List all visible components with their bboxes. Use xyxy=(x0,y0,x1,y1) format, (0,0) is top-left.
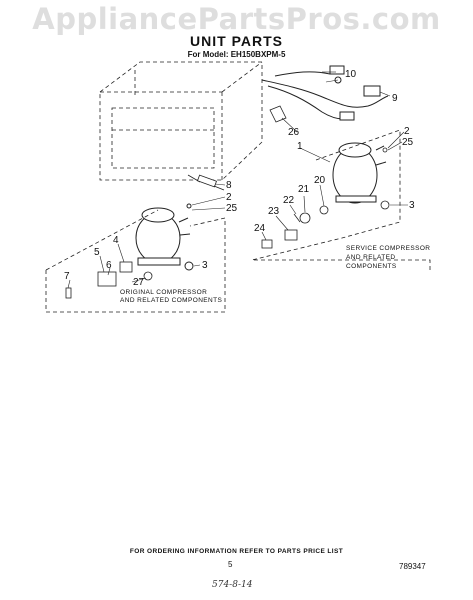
service-caption-3: COMPONENTS xyxy=(346,263,397,270)
callout-2-original: 2 xyxy=(226,192,232,203)
callout-10: 10 xyxy=(345,69,357,80)
callout-20: 20 xyxy=(314,175,326,186)
service-caption-2: AND RELATED xyxy=(346,254,396,261)
callout-9: 9 xyxy=(392,93,398,104)
callout-3-original: 3 xyxy=(202,260,208,271)
callout-3-service: 3 xyxy=(409,200,415,211)
callout-24: 24 xyxy=(254,223,266,234)
callout-1: 1 xyxy=(297,141,303,152)
callout-22: 22 xyxy=(283,195,295,206)
service-caption-1: SERVICE COMPRESSOR xyxy=(346,245,431,252)
callout-8: 8 xyxy=(226,180,232,191)
callout-27: 27 xyxy=(133,277,145,288)
callout-6: 6 xyxy=(106,260,112,271)
model-line: For Model: EH150BXPM-5 xyxy=(187,50,286,59)
original-compressor xyxy=(136,204,193,270)
callout-25-service: 25 xyxy=(402,137,414,148)
handwritten-note: 574-8-14 xyxy=(212,580,253,590)
callout-25-original: 25 xyxy=(226,203,238,214)
original-caption-1: ORIGINAL COMPRESSOR xyxy=(120,289,208,296)
callout-26: 26 xyxy=(288,127,300,138)
original-caption-2: AND RELATED COMPONENTS xyxy=(120,297,223,304)
ordering-note: FOR ORDERING INFORMATION REFER TO PARTS PRICE LIST xyxy=(129,548,344,555)
callout-5: 5 xyxy=(94,247,100,258)
watermark: AppliancePartsPros.com xyxy=(32,2,441,36)
callout-4: 4 xyxy=(113,235,119,246)
cabinet-outline xyxy=(100,62,262,180)
reference-number: 789347 xyxy=(399,562,426,571)
service-compressor xyxy=(333,143,386,203)
callout-21: 21 xyxy=(298,184,310,195)
page-title: UNIT PARTS xyxy=(190,33,283,49)
callout-7: 7 xyxy=(64,271,70,282)
callout-2-service: 2 xyxy=(404,126,410,137)
drier-part xyxy=(188,175,224,190)
page-number: 5 xyxy=(228,560,233,569)
callout-23: 23 xyxy=(268,206,280,217)
